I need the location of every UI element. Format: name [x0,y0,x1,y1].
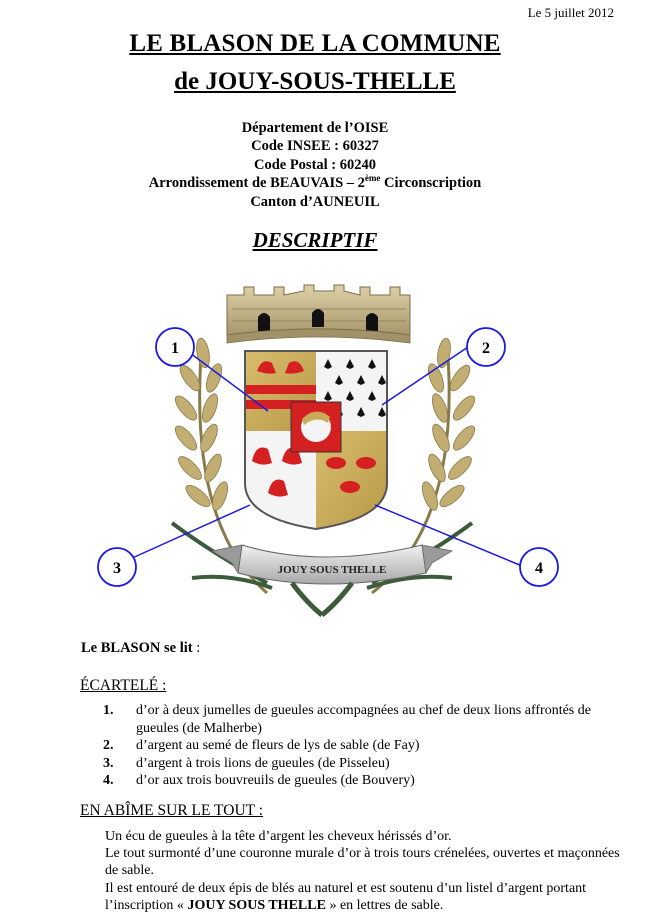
superscript-eme: ème [364,173,381,184]
blason-intro-bold: Le BLASON se lit [81,640,193,656]
quarters-list [103,702,623,790]
inscription-text: JOUY SOUS THELLE [187,897,326,913]
canton-line: Canton d’AUNEUIL [250,193,380,210]
page-title: LE BLASON DE LA COMMUNE [129,30,501,57]
description-text: Il est entouré de deux épis de blés au naturel et est soutenu d’un listel d’argent portant l’inscription « [105,880,587,913]
callout-3-label: 3 [113,560,121,577]
bullfinch-icon [326,457,346,469]
description-line: Le tout surmonté d’une couronne murale d’or à trois tours crénelées, ouvertes et maçonnées de sable. [105,846,620,879]
abime-description [105,828,625,914]
wheat-base-icon [292,583,352,615]
section-heading-descriptif: DESCRIPTIF [252,228,378,252]
list-item-text: d’or à deux jumelles de gueules accompagnées au chef de deux lions affrontés de gueules (de Malherbe) [136,703,591,736]
callout-2 [467,328,505,366]
callout-4-label: 4 [535,560,543,577]
document-date: Le 5 juillet 2012 [527,5,614,20]
arrondissement-text: Arrondissement de BEAUVAIS – 2 [148,175,365,192]
list-item-number: 2. [103,738,114,753]
list-item [103,737,623,755]
description-line: Un écu de gueules à la tête d’argent les cheveux hérissés d’or. [105,829,452,844]
abime-heading: EN ABÎME SUR LE TOUT : [80,802,264,819]
list-item-text: d’argent à trois lions de gueules (de Pisseleu) [136,755,390,771]
list-item [103,755,623,773]
list-item [103,702,623,737]
description-text-end: » en lettres de sable. [325,897,444,913]
coat-of-arms [92,283,562,618]
page-subtitle: de JOUY-SOUS-THELLE [174,68,456,95]
departement-line: Département de l’OISE [241,120,389,136]
callout-1 [156,328,194,366]
list-item-number: 3. [103,755,114,771]
callout-1-label: 1 [171,340,179,357]
description-line [105,880,625,914]
shield [245,351,387,531]
callout-2-label: 2 [482,340,490,357]
mural-crown-icon [227,285,410,343]
callout-3 [98,548,136,586]
insee-line: Code INSEE : 60327 [251,138,379,155]
bullfinch-icon [340,481,360,493]
ecartele-heading: ÉCARTELÉ : [80,677,167,694]
bullfinch-icon [356,457,376,469]
circonscription-text: Circonscription [380,175,482,192]
blason-intro-colon: : [192,640,201,656]
list-item [103,772,623,790]
banner-text: JOUY SOUS THELLE [277,564,387,576]
list-item-number: 4. [103,773,114,788]
blason-intro [81,640,200,657]
callout-4 [520,548,558,586]
list-item-text: d’or aux trois bouvreuils de gueules (de Bouvery) [136,773,415,788]
postal-line: Code Postal : 60240 [253,156,377,173]
commune-info [0,119,630,211]
list-item-text: d’argent au semé de fleurs de lys de sable (de Fay) [136,738,420,753]
list-item-number: 1. [103,703,114,718]
arrondissement-line [0,174,630,192]
